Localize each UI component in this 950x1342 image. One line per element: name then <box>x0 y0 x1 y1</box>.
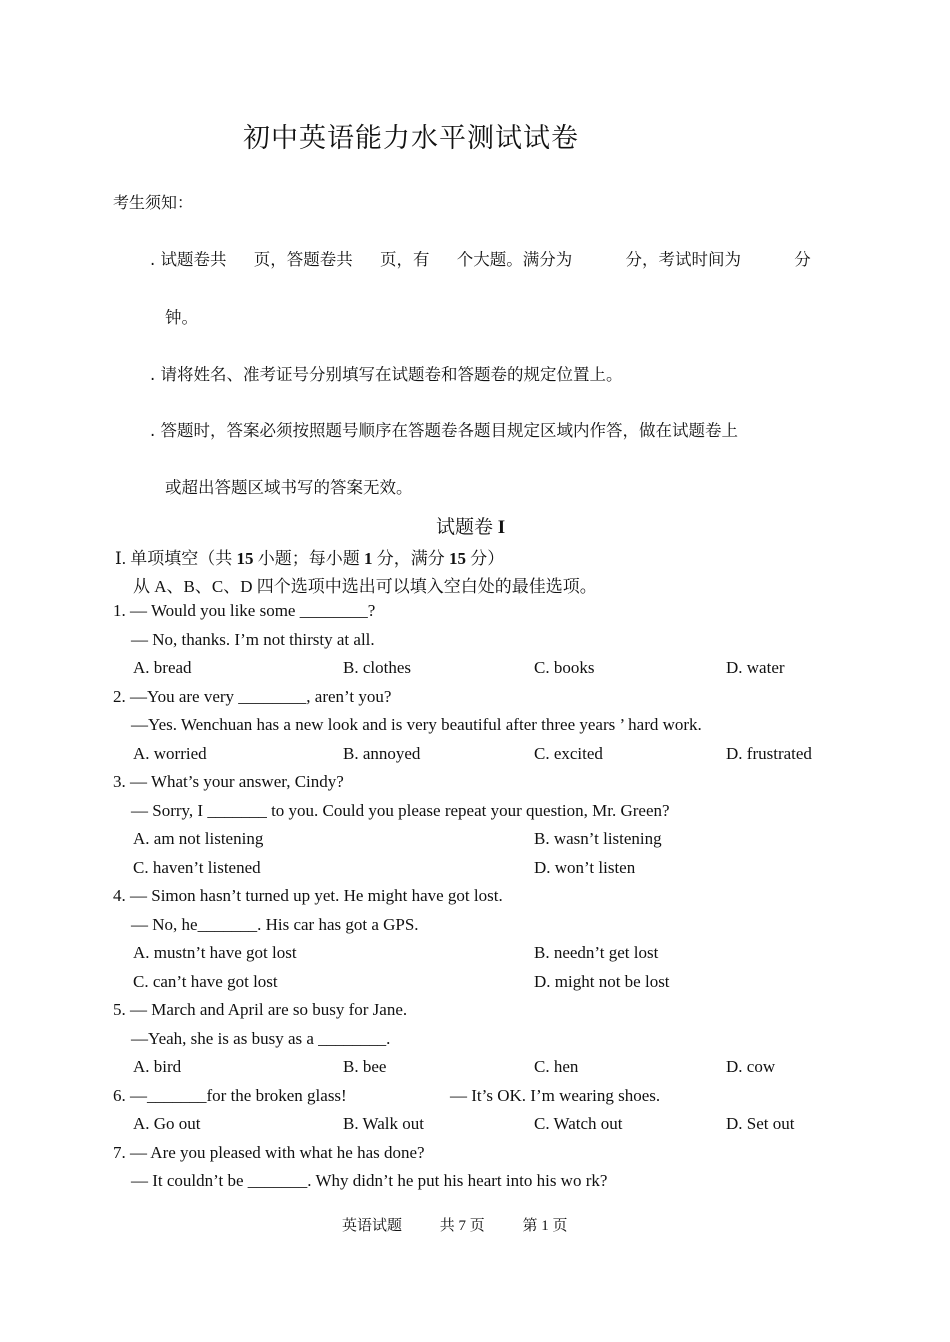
question-stem: 4. — Simon hasn’t turned up yet. He might have got lost. <box>113 886 503 905</box>
answer-option: A. mustn’t have got lost <box>133 943 297 962</box>
notice-item-2 <box>150 361 623 385</box>
answer-option: C. excited <box>534 743 603 763</box>
question-response: — Sorry, I _______ to you. Could you please repeat your question, Mr. Green? <box>131 800 670 820</box>
part-heading-text-c: 小题；每小题 <box>253 549 364 568</box>
question-stem: 7. — Are you pleased with what he has done? <box>113 1142 425 1162</box>
notice-item-1-part-1: 试题卷共 <box>160 250 227 269</box>
notice-item-2-text: 请将姓名、准考证号分别填写在试题卷和答题卷的规定位置上。 <box>160 365 623 384</box>
answer-option: A. Go out <box>133 1114 201 1133</box>
question-stem: 6. —_______for the broken glass! <box>113 1085 347 1105</box>
notice-item-1-lead: . <box>150 250 156 269</box>
footer-subject: 英语试题 <box>342 1218 403 1234</box>
notice-item-1-part-2: 页，答题卷共 <box>253 250 353 269</box>
answer-option: B. bee <box>343 1057 387 1076</box>
question-response: — It couldn’t be _______. Why didn’t he put his heart into his wo rk? <box>131 1171 608 1190</box>
answer-option: D. cow <box>726 1057 776 1076</box>
answer-option: D. won’t listen <box>534 857 636 877</box>
notice-item-1-part-6: 分 <box>794 250 811 269</box>
part-heading-text-g: 分） <box>465 549 505 568</box>
page-footer <box>342 1214 602 1235</box>
notice-heading: 考生须知： <box>113 193 194 212</box>
answer-option: C. Watch out <box>534 1114 623 1133</box>
notice-item-2-lead: . <box>150 365 156 384</box>
answer-option: A. worried <box>133 743 207 763</box>
section-title <box>436 512 505 539</box>
part-heading-count: 15 <box>236 549 254 568</box>
part-heading <box>115 544 504 569</box>
question-response: —Yeah, she is as busy as a ________. <box>131 1028 391 1048</box>
answer-option: C. books <box>534 658 595 677</box>
question-stem: 1. — Would you like some ________? <box>113 601 376 620</box>
question-response: — No, he_______. His car has got a GPS. <box>131 914 419 934</box>
answer-option: D. might not be lost <box>534 971 670 991</box>
section-title-numeral: I <box>497 517 506 538</box>
answer-option: B. wasn’t listening <box>534 829 662 848</box>
notice-item-1-continued: 钟。 <box>165 308 198 327</box>
page-title: 初中英语能力水平测试试卷 <box>243 123 579 153</box>
answer-option: A. am not listening <box>133 829 264 848</box>
answer-option: A. bird <box>133 1057 182 1076</box>
section-title-text: 试题卷 <box>436 517 498 538</box>
answer-option: D. frustrated <box>726 743 812 763</box>
question-response: — It’s OK. I’m wearing shoes. <box>450 1085 661 1105</box>
question-response: — No, thanks. I’m not thirsty at all. <box>131 629 375 649</box>
notice-item-3-text: 答题时，答案必须按照题号顺序在答题卷各题目规定区域内作答，做在试题卷上 <box>160 421 738 440</box>
answer-option: D. water <box>726 658 785 677</box>
answer-option: C. can’t have got lost <box>133 971 278 991</box>
notice-item-1-part-4: 个大题。满分为 <box>456 250 573 269</box>
footer-total-pages: 共 7 页 <box>439 1218 485 1234</box>
answer-option: B. Walk out <box>343 1114 424 1133</box>
notice-item-3-continued: 或超出答题区域书写的答案无效。 <box>165 478 413 497</box>
footer-page-number: 第 1 页 <box>522 1218 568 1234</box>
answer-option: B. clothes <box>343 658 411 677</box>
part-heading-text-e: 分，满分 <box>372 549 449 568</box>
notice-item-1-part-5: 分，考试时间为 <box>625 250 741 269</box>
answer-option: B. needn’t get lost <box>534 943 659 962</box>
question-response: —Yes. Wenchuan has a new look and is very beautiful after three years ’ hard work. <box>131 715 702 734</box>
part-heading-text-a: Ⅰ. 单项填空（共 <box>115 549 237 568</box>
notice-item-1 <box>150 246 850 270</box>
part-heading-points: 1 <box>363 549 373 568</box>
question-stem: 3. — What’s your answer, Cindy? <box>113 772 344 791</box>
part-heading-total: 15 <box>448 549 466 568</box>
notice-item-3 <box>150 417 738 441</box>
notice-item-1-part-3: 页，有 <box>380 250 430 269</box>
answer-option: B. annoyed <box>343 743 421 763</box>
answer-option: C. haven’t listened <box>133 857 261 877</box>
notice-item-3-lead: . <box>150 421 156 440</box>
question-stem: 2. —You are very ________, aren’t you? <box>113 686 392 706</box>
answer-option: D. Set out <box>726 1114 795 1133</box>
question-stem: 5. — March and April are so busy for Jane. <box>113 1000 408 1019</box>
answer-option: A. bread <box>133 658 192 677</box>
answer-option: C. hen <box>534 1057 579 1076</box>
part-instruction: 从 A、B、C、D 四个选项中选出可以填入空白处的最佳选项。 <box>133 577 597 596</box>
